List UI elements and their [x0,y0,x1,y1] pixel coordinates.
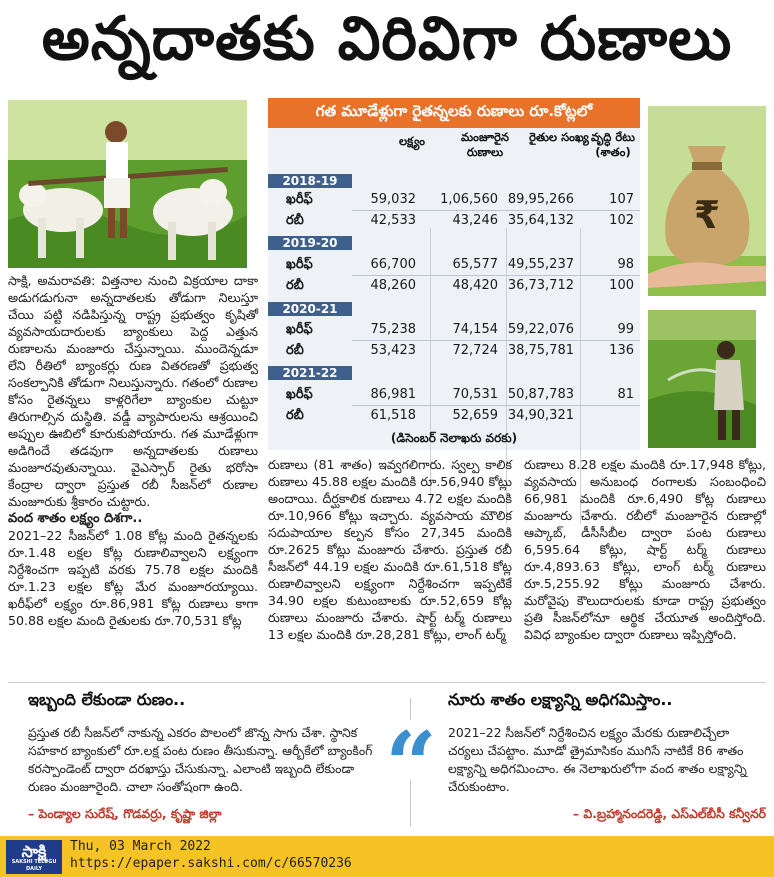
article-paragraph: రుణాలు (81 శాతం) ఇవ్వగలిగారు. స్వల్ప కాలిక రుణాలు 45.88 లక్షల మందికి రూ.56,940 కోట్లు అందాయి. దీర్ఘకాలిక రుణాలు 4.72 లక్షల మందికి రూ.10,966 కోట్లు ఇచ్చారు. వ్యవసాయ మౌలిక సదుపాయాల కల్పన కోసం 27,345 మందికి రూ.2625 కోట్లు మంజూరు చేశారు. ప్రస్తుత రబీ సీజన్‌లో 44.19 లక్షల మందికి రూ.61,518 కోట్ల రుణాలివ్వాలని లక్ష్యంగా నిర్దేశించగా ఇప్పటికే 34.90 లక్షల కుటుంబాలకు రూ.52,659 కోట్ల రుణాలు మంజూరు చేశారు. షార్ట్ టర్మ్ రుణాలు 13 లక్షల మందికి రూ.28,281 కోట్లు, లాంగ్ టర్మ్ [268,457,512,642]
target-cell: 59,032 [370,192,416,207]
farmers-cell: 35,64,132 [507,213,574,228]
column-header-growth: వృద్ధి రేటు (శాతం) [590,130,636,159]
sanctioned-cell: 52,659 [452,408,498,423]
farmers-cell: 49,55,237 [507,257,574,272]
quote-right-text: 2021–22 సీజన్‌లో నిర్దేశించిన లక్ష్యం మేరకు రుణాలిచ్చేలా చర్యలు చేపట్టాం. మూడో త్రైమాసికం ముగిసే నాటికే 86 శాతం లక్ష్యాన్ని అధిగమించాం. ఈ నెలాఖరులోగా వంద శాతం లక్ష్యాన్ని చేరుకుంటాం. [448,725,747,794]
year-label: 2019-20 [268,236,352,250]
quote-left-text: ప్రస్తుత రబీ సీజన్‌లో నాకున్న ఎకరం పొలంలో జొన్న సాగు చేశా. స్థానిక సహకార బ్యాంకులో రూ.లక్ష పంట రుణం తీసుకున్నా. ఆర్బీకేలో బ్యాంకింగ్ కరస్పాండెంట్ ద్వారా దరఖాస్తు చేసుకున్నా. ఎలాంటి ఇబ్బంది లేకుండా రుణం మంజూరైంది. చాలా సంతోషంగా ఉంది. [28,725,373,794]
farmers-cell: 38,75,781 [507,343,574,358]
farmers-cell: 36,73,712 [507,278,574,293]
sanctioned-cell: 1,06,560 [440,192,498,207]
farmers-cell: 34,90,321 [507,408,574,423]
svg-text:₹: ₹ [693,193,721,237]
target-cell: 66,700 [370,257,416,272]
table-row [268,211,640,231]
article-paragraph: సాక్షి, అమరావతి: విత్తనాల నుంచి విక్రయాల దాకా అడుగడుగునా అన్నదాతలకు తోడుగా నిలుస్తూ చేయి పట్టి నడిపిస్తున్న రాష్ట్ర ప్రభుత్వం కృషితో వ్యవసాయదారులకు బ్యాంకులు పెద్ద ఎత్తున రుణాలను మంజూరు చేస్తున్నాయి. ముందెన్నడూ లేని రీతిలో బ్యాంకర్లు రుణ వితరణతో ప్రభుత్వ సంకల్పానికి తోడుగా నిలుస్తున్నారు. గతంలో రుణాల కోసం రైతన్నలు కాళ్లరిగేలా బ్యాంకుల చుట్టూ తిరుగాల్సిన దుస్థితి. వడ్డీ వ్యాపారులను ఆశ్రయించి అప్పుల ఊబిలో కూరుకుపోయారు. గత మూడేళ్లుగా అడిగిందే తడవుగా అన్నదాతలకు రుణాలు మంజూరవుతున్నాయి. వైఎస్సార్ రైతు భరోసా కేంద్రాల ద్వారా ప్రస్తుత రబీ సీజన్‌లో రుణాల మంజూరుకు శ్రీకారం చుట్టారు. [8,273,258,509]
target-cell: 86,981 [370,387,416,402]
farmer-oxen-photo [8,100,247,268]
table-row [268,320,640,340]
table-row [268,190,640,210]
season-cell: ఖరీఫ్ [286,257,313,272]
article-column-2 [268,456,512,643]
target-cell: 48,260 [370,278,416,293]
column-header-sanctioned: మంజూరైన రుణాలు [460,130,509,159]
table-row [268,255,640,275]
growth-cell: 81 [617,387,634,402]
growth-cell: 100 [609,278,634,293]
season-cell: రబీ [286,408,304,423]
season-cell: రబీ [286,343,304,358]
farmers-cell: 89,95,266 [507,192,574,207]
quote-right-signature: – వి.బ్రహ్మానందరెడ్డి, ఎస్‌ఎల్‌బీసీ కన్వీనర్ [572,806,766,821]
epaper-link[interactable]: https://epaper.sakshi.com/c/66570236 [70,856,352,871]
logo-subtext: SAKSHI TELUGU DAILY [11,859,57,872]
year-label: 2021-22 [268,366,352,380]
table-row [268,385,640,405]
growth-cell: 102 [609,213,634,228]
target-cell: 53,423 [370,343,416,358]
table-row [268,276,640,296]
table-title: గత మూడేళ్లుగా రైతన్నలకు రుణాలు రూ.కోట్లలో [268,98,640,128]
loans-table [268,98,640,450]
money-bag-photo [648,106,766,296]
target-cell: 61,518 [370,408,416,423]
sanctioned-cell: 74,154 [452,322,498,337]
column-header-farmers: రైతుల సంఖ్య [529,130,589,144]
quote-left-title: ఇబ్బంది లేకుండా రుణం.. [28,690,186,709]
quote-right-title: నూరు శాతం లక్ష్యాన్ని అధిగమిస్తాం.. [448,690,673,709]
sakshi-logo [6,840,62,874]
growth-cell: 107 [609,192,634,207]
table-note: (డిసెంబర్ నెలాఖరు వరకు) [390,431,518,445]
table-row [268,341,640,361]
footer-bar [0,836,774,877]
season-cell: రబీ [286,213,304,228]
sanctioned-cell: 65,577 [452,257,498,272]
table-row [268,406,640,426]
sanctioned-cell: 43,246 [452,213,498,228]
headline: అన్నదాతకు విరివిగా రుణాలు [41,4,733,74]
season-cell: ఖరీఫ్ [286,322,313,337]
article-paragraph: 2021–22 సీజన్‌లో 1.08 కోట్ల మంది రైతన్నలకు రూ.1.48 లక్షల కోట్ల రుణాలివ్వాలని లక్ష్యంగా నిర్దేశించగా ఇప్పటి వరకు 75.78 లక్షల మందికి రూ.1.23 లక్షల కోట్ల మేర మంజూరయ్యాయి. ఖరీఫ్‌లో లక్ష్యం రూ.86,981 కోట్ల రుణాలు కాగా 50.88 లక్షల మంది రైతులకు రూ.70,531 కోట్ల [8,528,258,628]
quote-left-signature: – పెండ్యాల సురేష్, గొడవర్రు, కృష్ణా జిల్లా [28,806,222,821]
target-cell: 75,238 [370,322,416,337]
season-cell: ఖరీఫ్ [286,387,313,402]
quote-mark-icon: “ [378,720,444,780]
farmers-cell: 50,87,783 [507,387,574,402]
year-label: 2018-19 [268,174,352,188]
year-label: 2020-21 [268,302,352,316]
season-cell: ఖరీఫ్ [286,192,313,207]
edition-date: Thu, 03 March 2022 [70,839,211,854]
growth-cell: 99 [617,322,634,337]
logo-text: సాక్షి [21,842,47,861]
article-subhead: వంద శాతం లక్ష్యం దిశగా.. [8,511,143,526]
article-paragraph: రుణాలు 8.28 లక్షల మందికి రూ.17,948 కోట్లు, వ్యవసాయ అనుబంధ రంగాలకు సంబంధించి 66,981 మందికి రూ.6,490 కోట్ల రుణాలు మంజూరు చేశారు. రబీలో మంజూరైన రుణాల్లో ఆప్కాబ్, డీసీసీబీల ద్వారా పంట రుణాలు 6,595.64 కోట్లు, షార్ట్ టర్మ్ రుణాలు రూ.4,893.63 కోట్లు, లాంగ్ టర్మ్ రుణాలు రూ.5,255.92 కోట్లు మంజూరు చేశారు. మరోవైపు కౌలుదారులకు కూడా రాష్ట్ర ప్రభుత్వం ప్రతి సీజన్‌లోనూ ఆర్థిక చేయూత అందిస్తోంది. వివిధ బ్యాంకుల ద్వారా రుణాలు ఇప్పిస్తోంది. [524,457,766,642]
article-column-1 [8,272,258,629]
farmer-spraying-photo [648,310,756,448]
growth-cell: 98 [617,257,634,272]
season-cell: రబీ [286,278,304,293]
sanctioned-cell: 48,420 [452,278,498,293]
article-column-3 [524,456,766,643]
growth-cell: 136 [609,343,634,358]
section-divider [8,682,766,683]
sanctioned-cell: 72,724 [452,343,498,358]
farmers-cell: 59,22,076 [507,322,574,337]
target-cell: 42,533 [370,213,416,228]
column-header-target: లక్ష్యం [399,134,425,148]
sanctioned-cell: 70,531 [452,387,498,402]
